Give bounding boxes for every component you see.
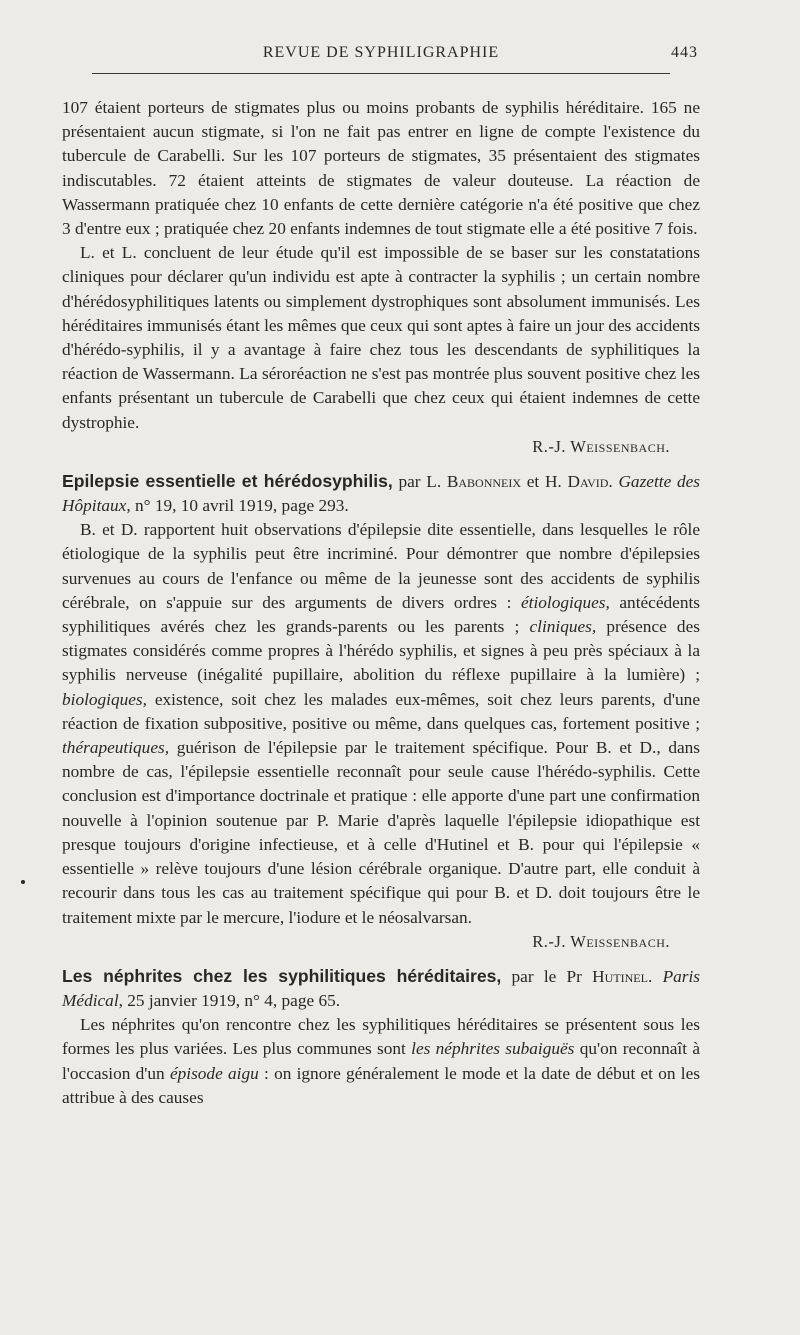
journal-reference: , n° 19, 10 avril 1919, page 293. [126,496,349,516]
journal-page [62,44,701,1107]
text-run: antécédents syphilitiques avérés chez les grands-parents ou les parents ; [62,592,700,637]
journal-reference: , 25 janvier 1919, n° 4, page 65. [118,990,341,1010]
text-run: Les néphrites qu'on rencontre chez les syphilitiques héréditaires se présentent sous les formes les plus variées. Les plus communes sont [62,1015,700,1059]
print-speck [21,880,25,884]
text-run: : on ignore généralement le mode et la date de début et on les attribue à des causes [62,1063,700,1107]
author-david: David [567,471,609,491]
paragraph-conclusion: L. et L. concluent de leur étude qu'il est impossible de se baser sur les constatations cliniques pour déclarer qu'un individu est apte à contracter la syphilis ; un certain nombre d'hérédosyphilitiques latents ou simplement dystrophiques sont absolument immunisés. Les héréditaires immunisés étant les mêmes que ceux qui sont aptes à faire un jour des accidents d'hérédo-syphilis, il y a avantage à faire chez tous les descendants de syphilitiques la réaction de Wassermann. La séroréaction ne s'est pas montrée plus souvent positive chez les enfants présentant un tubercule de Carabelli que chez ceux qui étaient indemnes de cette dystrophie. [62,243,700,432]
page-body [62,96,700,1110]
running-title: REVUE DE SYPHILIGRAPHIE [262,44,500,61]
article-heading-epilepsie [62,469,700,518]
text-run: présence des stigmates considérés comme propres à l'hérédo syphilis, et signes à peu près spéciaux à la syphilis nerveuse (inégalité pupillaire, abolition du réflexe pupillaire à la lumière) ; [62,617,700,685]
article-heading-nephrites [62,964,700,1013]
byline-et: et H. [526,471,562,491]
author-hutinel: Hutinel [592,966,648,986]
journal-name: Paris Médical [62,966,701,1010]
signature-weissenbach-2: R.-J. Weissenbach. [532,931,670,951]
journal-name: Gazette des Hôpitaux [62,471,700,516]
text-run: qu'on reconnaît à l'occasion d'un [62,1039,700,1083]
italic-term: thérapeutiques, [62,738,170,758]
text-run: guérison de l'épilepsie par le traitement spécifique. Pour B. et D., dans nombre de cas, l'épilepsie essentielle reconnaît pour seule cause l'hérédo-syphilis. Cette conclusion est d'importance doctrinale et pratique : elle apporte d'une part une confirmation nouvelle à l'opinion soutenue par P. Marie d'après laquelle l'épilepsie idiopathique est presque toujours d'origine infectieuse, et à celle d'Hutinel et B. pour qui l'épilepsie « essentielle » relève toujours d'une lésion cérébrale organique. D'autre part, elle conduit à recourir dans tous les cas au traitement spécifique qui pour B. et D. doit toujours être le traitement mixte par le mercure, l'iodure et le néosalvarsan. [62,738,701,927]
paragraph-epilepsie-summary [62,518,700,929]
text-run: B. et D. rapportent huit observations d'épilepsie dite essentielle, dans lesquelles le rôle étiologique de la syphilis peut être incriminé. Pour démontrer que nombre d'épilepsies survenues au cours de l'enfance ou même de la jeunesse sont des accidents de syphilis cérébrale, on s'appuie sur des arguments de divers ordres : [62,520,700,612]
italic-term: cliniques, [529,617,597,637]
paragraph-continued: 107 étaient porteurs de stigmates plus ou moins probants de syphilis héréditaire. 165 ne présentaient aucun stigmate, si l'on ne fait pas entrer en ligne de compte l'existence du tubercule de Carabelli. Sur les 107 porteurs de stigmates, 35 présentaient des stigmates indiscutables. 72 étaient atteints de stigmates de valeur douteuse. La réaction de Wassermann pratiquée chez 10 enfants de cette dernière catégorie n'a été positive que chez 3 d'entre eux ; pratiquée chez 20 enfants indemnes de tout stigmate elle a été positive 7 fois. [62,98,700,239]
article-title: Epilepsie essentielle et hérédosyphilis, [62,470,393,491]
byline-par: par L. [398,471,442,491]
author-babonneix: Babonneix [446,471,522,491]
byline-dot: . [608,471,613,491]
byline-dot: . [647,966,653,986]
paragraph-nephrites-summary [62,1013,700,1110]
article-title: Les néphrites chez les syphilitiques héréditaires, [62,965,502,986]
italic-term: épisode aigu [169,1063,259,1083]
page-number: 443 [671,44,698,61]
text-run: existence, soit chez les malades eux-mêmes, soit chez leurs parents, d'une réaction de fixation subpositive, positive ou même, dans quelques cas, fortement positive ; [62,689,700,733]
signature-weissenbach-1: R.-J. Weissenbach. [532,436,670,456]
running-header [62,44,700,66]
header-rule [92,73,670,74]
byline-par: par le Pr [511,966,582,986]
italic-term: les néphrites subaiguës [411,1039,575,1059]
italic-term: biologiques, [62,689,147,709]
italic-term: étiologiques, [521,592,610,612]
